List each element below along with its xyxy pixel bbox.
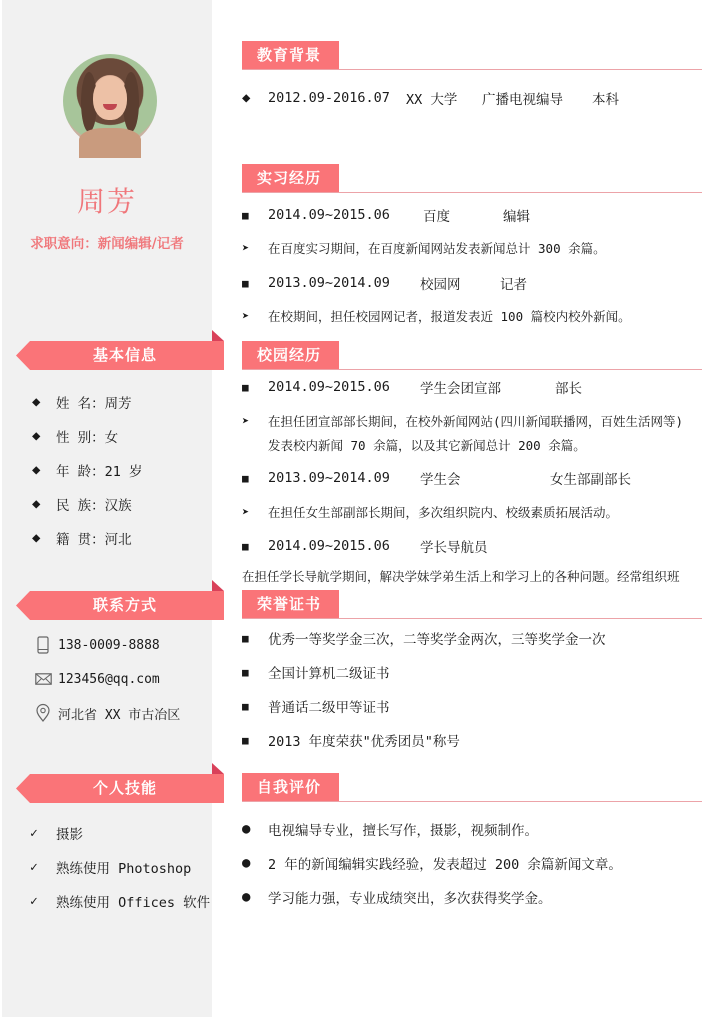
education-header (242, 41, 702, 70)
square-bullet-icon: ■ (242, 276, 249, 290)
skill-item: ✓ 熟练使用 Offices 软件 (30, 893, 211, 911)
section-divider (242, 369, 702, 371)
basic-info-banner (16, 341, 224, 370)
diamond-icon: ◆ (32, 428, 41, 444)
campus-header (242, 341, 702, 370)
contact-email: 123456@qq.com (32, 662, 212, 696)
ribbon-fold-icon (212, 330, 224, 341)
basic-info-list (32, 385, 202, 548)
phone-icon (32, 635, 54, 655)
diamond-icon: ◆ (32, 530, 41, 546)
arrow-bullet-icon: ➤ (242, 309, 250, 323)
ribbon-fold-icon (212, 580, 224, 591)
campus-desc: ➤ 在担任团宣部部长期间，在校外新闻网站(四川新闻联播网，百姓生活网等) (242, 414, 684, 429)
dot-bullet-icon: ● (242, 821, 251, 837)
info-row-age: ◆ 年 龄： 21 岁 (32, 462, 143, 480)
honor-item: ■ 普通话二级甲等证书 (242, 699, 390, 716)
self-eval-item: ● 2 年的新闻编辑实践经验，发表超过 200 余篇新闻文章。 (242, 855, 622, 873)
campus-title: 校园经历 (242, 341, 339, 370)
candidate-name: 周芳 (76, 185, 137, 218)
contact-banner (16, 591, 224, 620)
info-row-ethnicity: ◆ 民 族： 汉族 (32, 496, 132, 514)
self-eval-title: 自我评价 (242, 773, 339, 802)
internship-entry: ■ 2013.09~2014.09 校园网 记者 (242, 275, 527, 293)
contact-phone: 138-0009-8888 (32, 628, 212, 662)
square-bullet-icon: ■ (242, 380, 249, 394)
square-bullet-icon: ■ (242, 631, 249, 645)
square-bullet-icon: ■ (242, 699, 249, 713)
section-divider (242, 618, 702, 620)
self-eval-header (242, 773, 702, 802)
diamond-icon: ◆ (32, 496, 41, 512)
section-divider (242, 192, 702, 194)
skills-banner (16, 774, 224, 803)
square-bullet-icon: ■ (242, 665, 249, 679)
main-content (242, 0, 702, 1017)
avatar (63, 54, 157, 148)
skills-title: 个人技能 (92, 779, 157, 797)
info-row-name: ◆ 姓 名： 周芳 (32, 394, 132, 412)
campus-desc-cont: 发表校内新闻 70 余篇，以及其它新闻总计 200 余篇。 (268, 438, 586, 453)
contact-list (32, 628, 212, 730)
square-bullet-icon: ■ (242, 733, 249, 747)
dot-bullet-icon: ● (242, 889, 251, 905)
section-divider (242, 801, 702, 803)
location-icon (32, 703, 54, 723)
diamond-icon: ◆ (242, 90, 251, 106)
arrow-bullet-icon: ➤ (242, 505, 250, 519)
campus-desc-overflow: 在担任学长导航学期间，解决学妹学弟生活上和学习上的各种问题。经常组织班 (242, 569, 680, 584)
internship-desc: ➤ 在校期间，担任校园网记者，报道发表近 100 篇校内校外新闻。 (242, 309, 631, 324)
info-row-gender: ◆ 性 别： 女 (32, 428, 119, 446)
internship-header (242, 164, 702, 193)
square-bullet-icon: ■ (242, 539, 249, 553)
section-divider (242, 69, 702, 71)
check-icon: ✓ (30, 859, 38, 875)
honor-item: ■ 全国计算机二级证书 (242, 665, 390, 682)
square-bullet-icon: ■ (242, 208, 249, 222)
education-title: 教育背景 (242, 41, 339, 70)
honors-title: 荣誉证书 (242, 590, 339, 619)
arrow-bullet-icon: ➤ (242, 414, 250, 428)
check-icon: ✓ (30, 893, 38, 909)
diamond-icon: ◆ (32, 394, 41, 410)
contact-title: 联系方式 (92, 596, 157, 614)
ribbon-fold-icon (212, 763, 224, 774)
education-entry: ◆ 2012.09-2016.07 XX 大学 广播电视编导 本科 (242, 90, 619, 108)
skill-item: ✓ 熟练使用 Photoshop (30, 859, 192, 877)
check-icon: ✓ (30, 825, 38, 841)
campus-desc: ➤ 在担任女生部副部长期间，多次组织院内、校级素质拓展活动。 (242, 505, 619, 520)
skill-item: ✓ 摄影 (30, 825, 83, 843)
honors-header (242, 590, 702, 619)
honor-item: ■ 优秀一等奖学金三次，二等奖学金两次，三等奖学金一次 (242, 631, 606, 648)
internship-entry: ■ 2014.09~2015.06 百度 编辑 (242, 207, 530, 225)
campus-entry: ■ 2014.09~2015.06 学长导航员 (242, 538, 488, 556)
basic-info-title: 基本信息 (92, 346, 157, 364)
info-row-hometown: ◆ 籍 贯： 河北 (32, 530, 132, 548)
self-eval-item: ● 学习能力强，专业成绩突出，多次获得奖学金。 (242, 889, 552, 907)
arrow-bullet-icon: ➤ (242, 241, 250, 255)
square-bullet-icon: ■ (242, 471, 249, 485)
contact-address: 河北省 XX 市古冶区 (32, 696, 212, 730)
honor-item: ■ 2013 年度荣获"优秀团员"称号 (242, 733, 460, 750)
dot-bullet-icon: ● (242, 855, 251, 871)
diamond-icon: ◆ (32, 462, 41, 478)
mail-icon (32, 669, 54, 689)
campus-entry: ■ 2014.09~2015.06 学生会团宣部 部长 (242, 379, 582, 397)
job-objective: 求职意向：新闻编辑/记者 (30, 236, 184, 252)
internship-desc: ➤ 在百度实习期间，在百度新闻网站发表新闻总计 300 余篇。 (242, 241, 606, 256)
campus-entry: ■ 2013.09~2014.09 学生会 女生部副部长 (242, 470, 631, 488)
internship-title: 实习经历 (242, 164, 339, 193)
skills-list (30, 816, 220, 918)
self-eval-item: ● 电视编导专业，擅长写作，摄影，视频制作。 (242, 821, 538, 839)
